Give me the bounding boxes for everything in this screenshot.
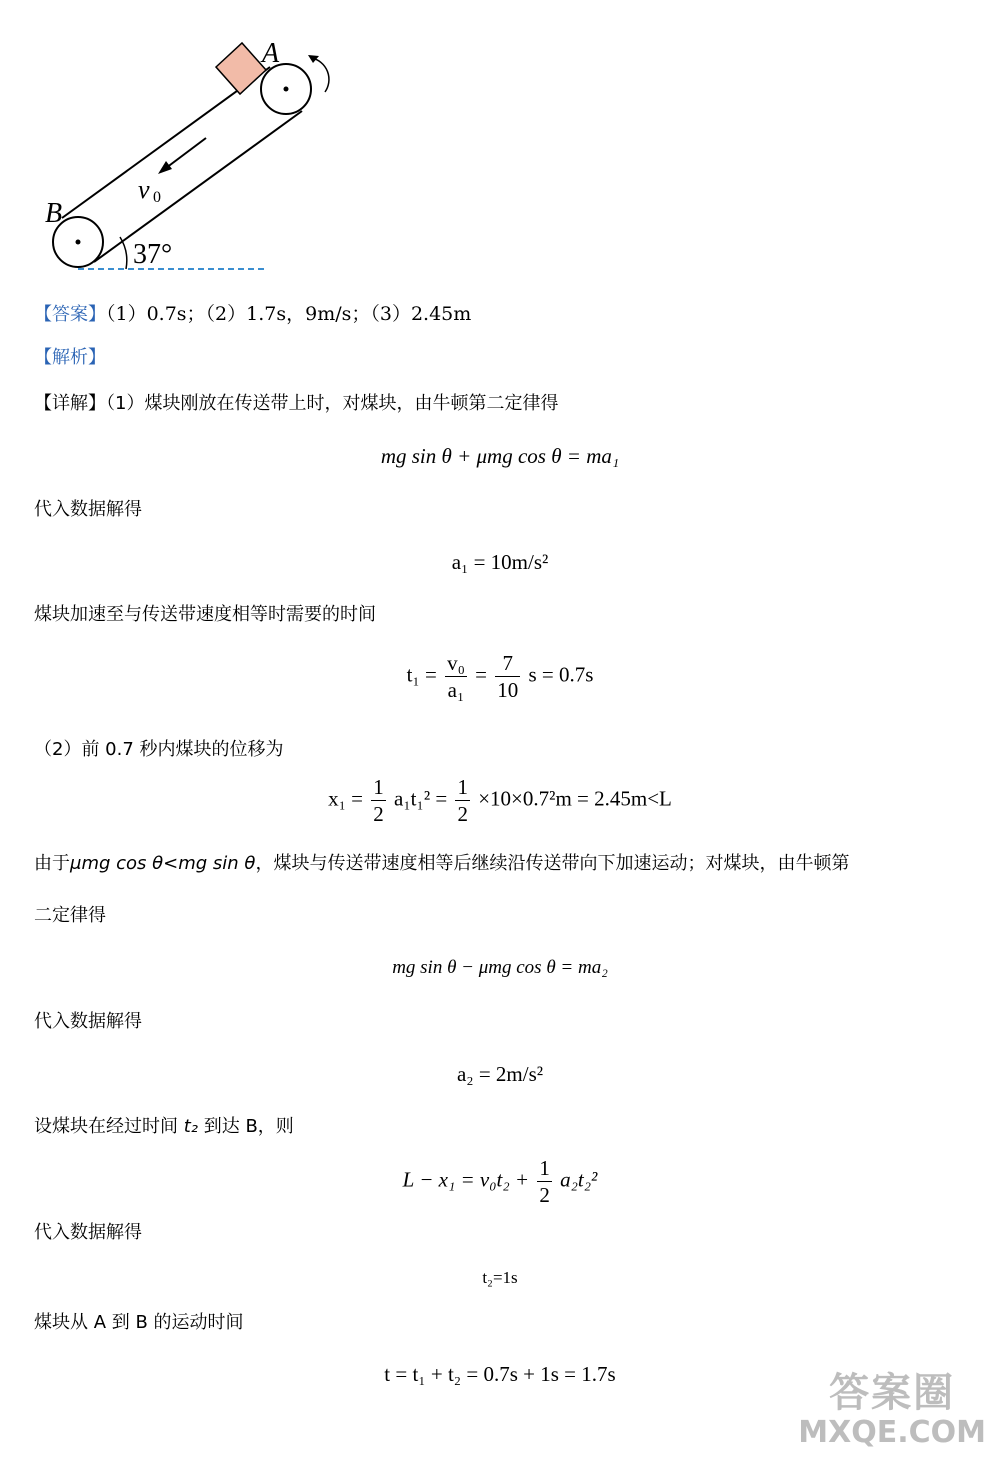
pulley-a-axle — [284, 87, 289, 92]
substitute-text-1: 代入数据解得 — [34, 499, 142, 520]
since-line: 由于μmg cos θ<mg sin θ，煤块与传送带速度相等后继续沿传送带向下加速运动；对煤块，由牛顿第 — [34, 853, 850, 874]
fraction-7-10: $\frac{7}{10}$ — [497, 651, 519, 702]
velocity-sub: 0 — [153, 189, 161, 206]
detail-line — [34, 392, 558, 416]
set-time-line: 设煤块在经过时间 t₂ 到达 B，则 — [34, 1116, 294, 1137]
velocity-arrow — [166, 138, 206, 168]
angle-label: 37° — [133, 239, 173, 270]
answer-text: （1）0.7s；（2）1.7s，9m/s；（3）2.45m — [106, 303, 472, 325]
label-b: B — [45, 198, 63, 229]
answer-tag: 【答案】 — [34, 304, 106, 325]
answer-line — [34, 302, 471, 327]
fraction-v0-a1: $\frac{\text{v₀}}{\text{a₁}}$ — [447, 651, 465, 702]
velocity-label: v — [138, 175, 150, 204]
belt-bottom-edge — [94, 111, 302, 262]
fraction-half-3: $\frac{1}{2}$ — [539, 1156, 550, 1207]
rotation-arrow — [312, 58, 329, 92]
equation-6: a₂ = 2m/s² — [456, 1062, 544, 1086]
watermark-logo: 答案圈 — [829, 1370, 956, 1416]
equation-9: t = t₁ + t₂ = 0.7s + 1s = 1.7s — [384, 1362, 616, 1386]
equation-3: t₁ = $\frac{\text{v₀}}{\text{a₁}}$ = $\frac{7}{10}$ s = 0.7s — [406, 651, 594, 702]
label-a: A — [262, 38, 280, 69]
detail-text: （1）煤块刚放在传送带上时，对煤块，由牛顿第二定律得 — [106, 393, 559, 414]
substitute-text-2: 代入数据解得 — [34, 1011, 142, 1032]
conveyor-figure — [30, 30, 350, 280]
equation-4: x₁ = $\frac{1}{2}$ a₁t₁² = $\frac{1}{2}$ ×10×0.7²m = 2.45m<L — [328, 775, 672, 826]
accel-time-text: 煤块加速至与传送带速度相等时需要的时间 — [34, 604, 376, 625]
analysis-tag: 【解析】 — [34, 347, 106, 368]
equation-2: a₁ = 10m/s² — [451, 550, 549, 574]
since-condition: μmg cos θ<mg sin θ — [70, 853, 256, 874]
watermark-site: MXQE.COM — [798, 1415, 986, 1450]
coal-block — [216, 43, 266, 94]
second-law-text: 二定律得 — [34, 905, 106, 926]
a-to-b-text: 煤块从 A 到 B 的运动时间 — [34, 1312, 244, 1333]
fraction-half-1: $\frac{1}{2}$ — [373, 775, 384, 826]
fraction-half-2: $\frac{1}{2}$ — [457, 775, 468, 826]
substitute-text-3: 代入数据解得 — [34, 1222, 142, 1243]
equation-8: t₂=1s — [482, 1268, 518, 1287]
watermark — [798, 1370, 986, 1450]
part2-text: （2）前 0.7 秒内煤块的位移为 — [34, 739, 284, 760]
equation-7: L − x₁ = v₀t₂ + $\frac{1}{2}$ a₂t₂² — [402, 1156, 598, 1207]
equation-5: mg sin θ − μmg cos θ = ma₂ — [392, 957, 608, 978]
detail-tag: 【详解】 — [34, 393, 106, 414]
equation-1: mg sin θ + μmg cos θ = ma₁ — [380, 444, 620, 468]
pulley-b-axle — [76, 240, 81, 245]
